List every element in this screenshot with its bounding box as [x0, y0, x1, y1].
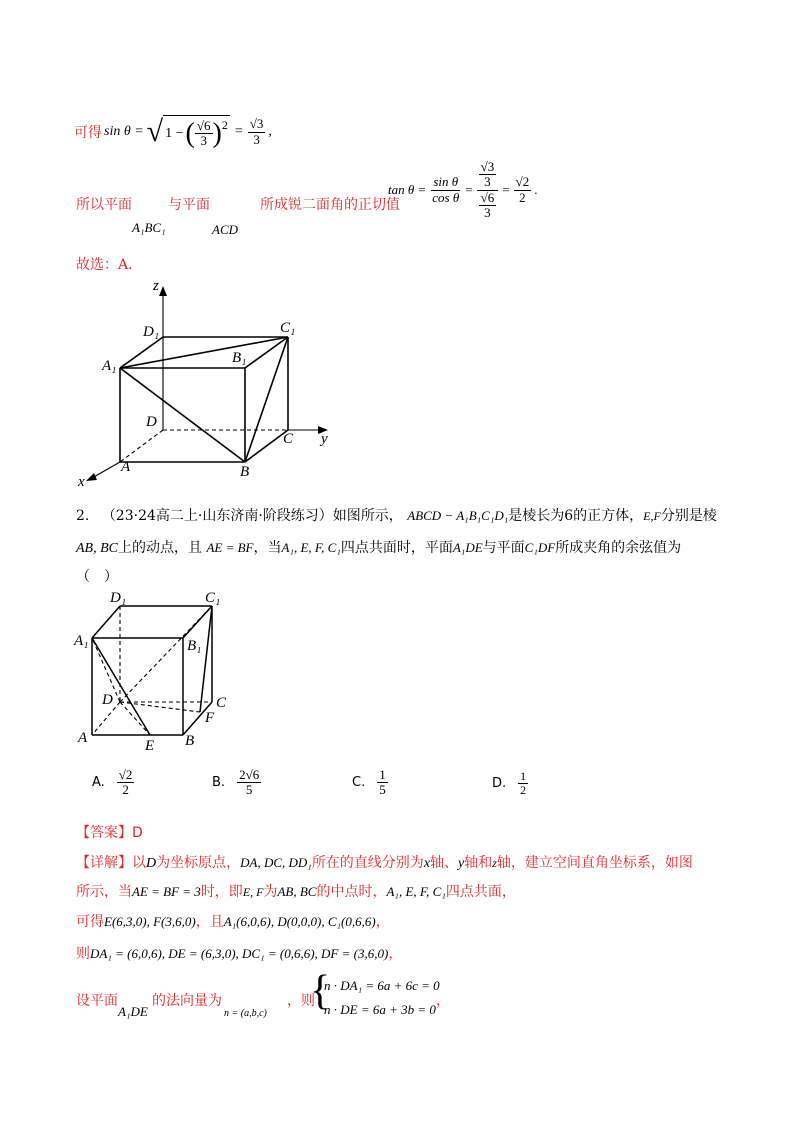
answer-block	[76, 822, 143, 842]
hidden-dc1	[120, 606, 212, 702]
math: z	[492, 856, 497, 870]
num: 1	[379, 767, 386, 782]
label-x: x	[78, 474, 85, 487]
frac-sqrt2-2	[514, 175, 532, 205]
detail-line5-b: 的法向量为	[152, 993, 222, 1009]
arrow-x	[86, 473, 97, 481]
q2-text-c: 分别是棱	[660, 508, 717, 524]
detail-line1	[76, 852, 693, 872]
sin-expr: sin θ =	[104, 124, 144, 139]
label-d: D	[102, 692, 113, 708]
option-b-frac	[237, 768, 261, 798]
text: 四点共面，	[445, 884, 516, 900]
edge-bc	[245, 430, 288, 462]
option-c-letter: C.	[352, 775, 366, 791]
text: 以	[132, 855, 146, 871]
sqrt6: √6	[480, 189, 495, 205]
num: 1	[520, 769, 527, 783]
label-a1: A₁	[102, 358, 117, 374]
q2-text-b: 是棱长为6的正方体，	[508, 508, 644, 524]
equals: =	[234, 124, 243, 139]
math: y	[458, 856, 465, 871]
math: DA₁ = (6,0,6), DE = (6,3,0), DC₁ = (0,6,6), DF = (3,6,0)	[90, 946, 389, 961]
q2-text-a: 如图所示，	[332, 508, 403, 524]
answer-value: D	[132, 825, 143, 841]
label-a: A	[78, 730, 88, 746]
sqrt-body: 1 − ( $\frac{√6}{3}$ ) 2	[163, 115, 230, 150]
tan-line-text-b: 与平面	[168, 197, 210, 213]
hidden-da	[120, 430, 163, 462]
q2-source: （23·24高二上·山东济南·阶段练习）	[101, 508, 333, 524]
math: DA, DC, DD₁	[240, 855, 312, 870]
den: cos θ	[432, 189, 460, 205]
answer-line: 故选：A.	[76, 257, 133, 273]
plane-a1bc1: A₁BC₁	[132, 220, 166, 235]
edge-a1e	[92, 638, 150, 735]
option-b[interactable]	[212, 768, 261, 798]
tan-formula	[388, 160, 537, 220]
den: 2	[520, 783, 527, 798]
q2-text-g: 与平面	[482, 540, 525, 556]
text: 的中点时，	[316, 884, 387, 900]
option-d[interactable]	[492, 770, 528, 797]
sin-line	[74, 112, 272, 152]
cube-figure-1	[70, 272, 350, 487]
one-minus: 1 −	[165, 125, 184, 141]
system-brace: {	[310, 968, 331, 1014]
q2-paren: （ ）	[76, 569, 118, 585]
text: ，且	[195, 914, 224, 930]
label-b1: B₁	[232, 350, 247, 366]
three: 3	[484, 174, 491, 190]
label-d1: D₁	[110, 590, 127, 606]
system-eq2: n · DE = 6a + 3b = 0	[324, 1002, 436, 1017]
detail-label: 【详解】	[76, 855, 132, 871]
comma: ,	[268, 124, 272, 139]
label-d1: D₁	[143, 324, 160, 340]
frac-sqrt6-3	[195, 119, 213, 149]
detail-line3	[76, 911, 390, 931]
label-a: A	[121, 459, 131, 475]
math: AE = BF = 3	[132, 884, 201, 899]
cube-figure-2	[70, 585, 240, 757]
math: A₁, E, F, C₁	[386, 884, 446, 899]
text: 所示，当	[76, 884, 132, 900]
math: AB, BC	[277, 884, 317, 899]
option-d-frac	[518, 770, 528, 797]
num: √6	[196, 117, 211, 133]
text-prefix: 可得	[74, 125, 102, 141]
edge-bc1	[245, 337, 288, 462]
equals: =	[502, 182, 510, 198]
label-c1: C₁	[280, 320, 296, 336]
period: .	[534, 182, 538, 198]
text: 时，即	[200, 884, 243, 900]
detail-line5-c: ，则	[287, 993, 315, 1009]
detail-line4	[76, 943, 402, 963]
text: 为	[263, 884, 278, 900]
num: √2	[515, 174, 530, 190]
detail-plane-a1de: A₁DE	[118, 1004, 148, 1019]
option-c-frac	[377, 768, 388, 798]
math: A₁(6,0,6), D(0,0,0), C₁(0,6,6)	[223, 914, 376, 929]
q2-text-h: 所成夹角的余弦值为	[555, 540, 682, 556]
num: √2	[118, 767, 133, 782]
option-d-letter: D.	[492, 776, 507, 792]
plane-acd: ACD	[212, 222, 238, 237]
q2-line1	[76, 505, 717, 525]
math: E, F	[242, 885, 264, 899]
den: 3	[200, 133, 207, 148]
axis-x	[92, 462, 120, 478]
math: D	[146, 856, 157, 871]
text: ，	[388, 946, 403, 962]
option-a-letter: A.	[92, 775, 105, 791]
edge-a1d1	[92, 606, 120, 638]
option-b-letter: B.	[212, 775, 226, 791]
hidden-de	[120, 702, 150, 735]
frac-sqrt3-3	[248, 117, 266, 147]
detail-line5-a: 设平面	[76, 993, 118, 1009]
tan-line-text-a: 所以平面	[76, 197, 132, 213]
q2-text-f: 四点共面时，平面	[340, 540, 453, 556]
text: 可得	[76, 914, 104, 930]
den: 2	[122, 782, 129, 798]
label-e: E	[145, 738, 155, 754]
option-a[interactable]	[92, 768, 134, 798]
q2-text-d: 上的动点，且	[118, 540, 202, 556]
label-c1: C₁	[205, 590, 221, 606]
label-b1: B₁	[187, 638, 202, 654]
frac-sin-cos	[430, 175, 461, 205]
num: √3	[249, 116, 264, 132]
text: 轴，建立空间直角坐标系，如图	[496, 855, 693, 871]
text: 则	[76, 946, 90, 962]
den: 5	[379, 782, 386, 798]
q2-number: 2.	[76, 508, 90, 524]
text: 轴和	[464, 855, 493, 871]
label-f: F	[205, 710, 215, 726]
sqrt-sign: √	[146, 115, 164, 148]
arrow-z	[159, 286, 167, 296]
label-b: B	[240, 464, 250, 480]
label-d: D	[146, 414, 157, 430]
text: 轴、	[430, 855, 459, 871]
edge-a1c1	[120, 337, 288, 368]
q2-cube: ABCD − A₁B₁C₁D₁	[407, 508, 509, 523]
den	[477, 191, 499, 221]
system-eq1: n · DA₁ = 6a + 6c = 0	[324, 978, 440, 993]
detail-line2	[76, 881, 516, 901]
option-c[interactable]	[352, 768, 388, 798]
label-y: y	[321, 431, 328, 447]
q2-line2	[76, 537, 681, 557]
num	[477, 160, 499, 191]
label-c: C	[283, 431, 294, 447]
detail-line5-end: ，	[436, 993, 450, 1009]
text: 为坐标原点，	[156, 855, 241, 871]
math: E(6,3,0), F(3,6,0)	[104, 914, 196, 929]
q2-plane-a: A₁DE	[452, 540, 483, 555]
den: 5	[245, 782, 253, 798]
edge-c1f	[200, 606, 212, 712]
q2-plane-b: C₁DF	[524, 540, 556, 555]
den: 3	[253, 131, 260, 147]
compound-frac	[477, 160, 499, 220]
label-c: C	[216, 695, 227, 711]
tan-expr: tan θ =	[388, 182, 427, 198]
tan-line-text-c: 所成锐二面角的正切值	[260, 197, 400, 213]
equals: =	[465, 182, 473, 198]
answer-label: 【答案】	[76, 825, 132, 841]
q2-text-e: ，当	[253, 540, 282, 556]
q2-points: A₁, E, F, C₁	[281, 540, 341, 555]
den: 2	[519, 189, 526, 205]
math: x	[423, 856, 431, 871]
option-a-frac	[117, 768, 135, 798]
num: sin θ	[433, 174, 459, 190]
three: 3	[484, 204, 491, 220]
square: 2	[221, 117, 228, 132]
q2-cond: AE = BF	[206, 540, 254, 555]
label-z: z	[153, 278, 159, 294]
q2-edges: AB, BC	[76, 541, 118, 556]
detail-normal-vector: n = (a,b,c)	[224, 1008, 267, 1019]
text: 所在的直线分别为	[311, 855, 424, 871]
num: 2√6	[239, 767, 260, 782]
label-b: B	[185, 733, 195, 749]
label-a1: A₁	[74, 633, 89, 649]
sqrt3: √3	[480, 159, 495, 174]
q2-ef: E,F	[643, 509, 661, 523]
text: ，	[375, 914, 390, 930]
